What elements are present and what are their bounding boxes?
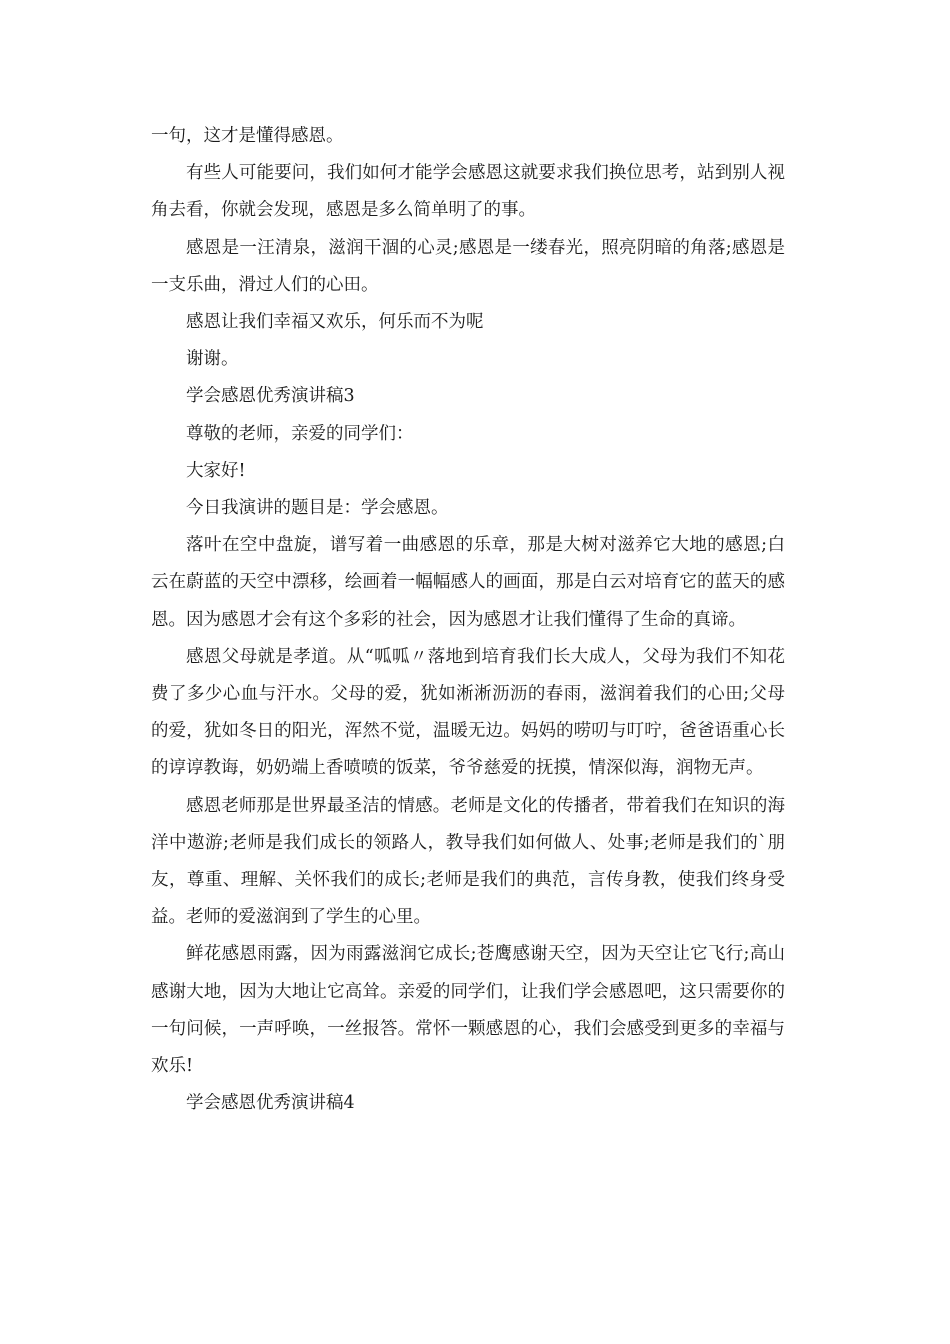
paragraph-2: 有些人可能要问，我们如何才能学会感恩这就要求我们换位思考，站到别人视角去看，你就会发现，感恩是多么简单明了的事。	[151, 163, 785, 221]
paragraph-5: 谢谢。	[186, 349, 239, 370]
paragraph-1: 一句，这才是懂得感恩。	[151, 126, 344, 146]
topic-line: 今日我演讲的题目是：学会感恩。	[186, 498, 449, 519]
paragraph-12: 感恩老师那是世界最圣洁的情感。老师是文化的传播者，带着我们在知识的海洋中遨游;老师是我们成长的领路人，教导我们如何做人、处事;老师是我们的`朋友，尊重、理解、关怀我们的成长;老师是我们的典范，言传身教，使我们终身受益。老师的爱滋润到了学生的心里。	[151, 795, 785, 928]
document-body	[151, 118, 785, 1122]
greeting: 大家好!	[186, 460, 246, 481]
salutation: 尊敬的老师，亲爱的同学们：	[186, 423, 414, 444]
section-heading-4: 学会感恩优秀演讲稿4	[186, 1093, 355, 1114]
paragraph-11: 感恩父母就是孝道。从“呱呱〃落地到培育我们长大成人，父母为我们不知花费了多少心血与汗水。父母的爱，犹如淅淅沥沥的春雨，滋润着我们的心田;父母的爱，犹如冬日的阳光，浑然不觉，温暖无边。妈妈的唠叨与叮咛，爸爸语重心长的谆谆教诲，奶奶端上香喷喷的饭菜，爷爷慈爱的抚摸，情深似海，润物无声。	[151, 646, 785, 779]
section-heading-3: 学会感恩优秀演讲稿3	[186, 386, 355, 407]
paragraph-4: 感恩让我们幸福又欢乐，何乐而不为呢	[186, 312, 484, 333]
paragraph-3: 感恩是一汪清泉，滋润干涸的心灵;感恩是一缕春光，照亮阴暗的角落;感恩是一支乐曲，滑过人们的心田。	[151, 237, 785, 295]
paragraph-13: 鲜花感恩雨露，因为雨露滋润它成长;苍鹰感谢天空，因为天空让它飞行;高山感谢大地，因为大地让它高耸。亲爱的同学们，让我们学会感恩吧，这只需要你的一句问候，一声呼唤，一丝报答。常怀一颗感恩的心，我们会感受到更多的幸福与欢乐!	[151, 944, 785, 1077]
paragraph-10: 落叶在空中盘旋，谱写着一曲感恩的乐章，那是大树对滋养它大地的感恩;白云在蔚蓝的天空中漂移，绘画着一幅幅感人的画面，那是白云对培育它的蓝天的感恩。因为感恩才会有这个多彩的社会，因为感恩才让我们懂得了生命的真谛。	[151, 535, 785, 630]
